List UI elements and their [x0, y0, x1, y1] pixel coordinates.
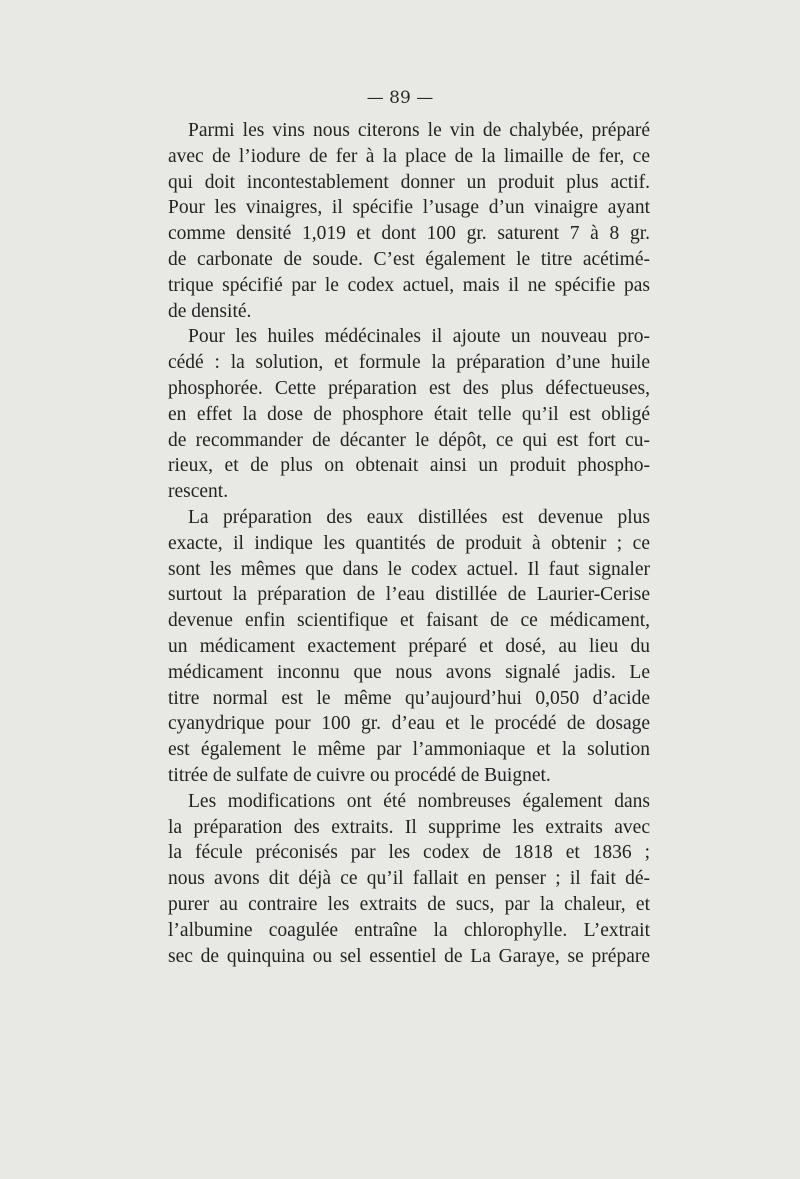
text-line: cédé : la solution, et formule la préparation d’une huile: [168, 352, 650, 374]
text-line: nous avons dit déjà ce qu’il fallait en penser ; il fait dé-: [168, 868, 650, 890]
text-line: cyanydrique pour 100 gr. d’eau et le procédé de dosage: [168, 713, 650, 735]
text-line: exacte, il indique les quantités de produit à obtenir ; ce: [168, 532, 650, 554]
text-line: un médicament exactement préparé et dosé, au lieu du: [168, 635, 650, 657]
text-line: qui doit incontestablement donner un produit plus actif.: [168, 171, 650, 193]
paragraph-medicinal-oils: [168, 324, 650, 505]
text-line: La préparation des eaux distillées est devenue plus: [188, 506, 650, 528]
text-line: rescent.: [168, 481, 229, 503]
text-line: Pour les vinaigres, il spécifie l’usage d’un vinaigre ayant: [168, 197, 650, 219]
text-line: avec de l’iodure de fer à la place de la limaille de fer, ce: [168, 145, 650, 167]
text-line: sec de quinquina ou sel essentiel de La Garaye, se prépare: [168, 945, 650, 967]
text-line: l’albumine coagulée entraîne la chlorophylle. L’extrait: [168, 919, 650, 941]
paragraph-distilled-waters: [168, 505, 650, 789]
paragraph-extracts: [168, 789, 650, 970]
text-line: Parmi les vins nous citerons le vin de chalybée, préparé: [188, 120, 650, 141]
text-line: de recommander de décanter le dépôt, ce qui est fort cu-: [168, 429, 650, 451]
paragraph-wines-vinegars: [168, 118, 650, 324]
text-line: en effet la dose de phosphore était telle qu’il est obligé: [168, 403, 650, 425]
text-line: surtout la préparation de l’eau distillée de Laurier-Cerise: [168, 584, 650, 606]
text-line: médicament inconnu que nous avons signalé jadis. Le: [168, 661, 650, 683]
text-line: Pour les huiles médécinales il ajoute un nouveau pro-: [188, 326, 650, 348]
text-line: comme densité 1,019 et dont 100 gr. saturent 7 à 8 gr.: [168, 223, 650, 245]
text-line: sont les mêmes que dans le codex actuel. Il faut signaler: [168, 558, 650, 580]
text-line: de densité.: [168, 300, 252, 322]
body-text: [168, 118, 650, 969]
text-line: titre normal est le même qu’aujourd’hui 0,050 d’acide: [168, 687, 650, 709]
text-line: de carbonate de soude. C’est également le titre acétimé-: [168, 248, 650, 270]
text-line: purer au contraire les extraits de sucs, par la chaleur, et: [168, 893, 650, 915]
text-line: la fécule préconisés par les codex de 1818 et 1836 ;: [168, 842, 650, 864]
text-line: devenue enfin scientifique et faisant de ce médicament,: [168, 610, 650, 632]
text-line: est également le même par l’ammoniaque et la solution: [168, 739, 650, 761]
text-line: rieux, et de plus on obtenait ainsi un produit phospho-: [168, 455, 650, 477]
text-line: la préparation des extraits. Il supprime les extraits avec: [168, 816, 650, 838]
page-number: — 89 —: [366, 88, 434, 108]
text-line: Les modifications ont été nombreuses également dans: [188, 790, 650, 812]
text-line: titrée de sulfate de cuivre ou procédé de Buignet.: [168, 764, 551, 786]
text-line: trique spécifié par le codex actuel, mais il ne spécifie pas: [168, 274, 650, 296]
text-line: phosphorée. Cette préparation est des plus défectueuses,: [168, 377, 650, 399]
